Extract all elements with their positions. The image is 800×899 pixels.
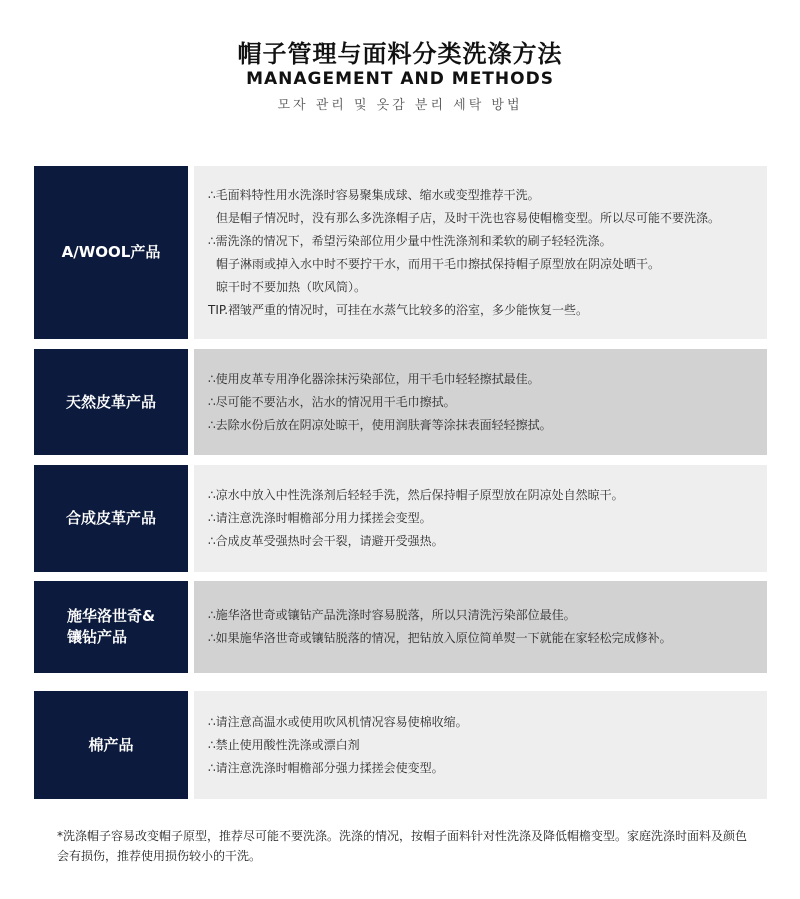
care-instruction: 晾干时不要加热（吹风筒）。: [216, 279, 367, 294]
section-label-text: 天然皮革产品: [65, 392, 156, 411]
care-instruction: ∴去除水份后放在阴凉处晾干，使用润肤膏等涂抹表面轻轻擦拭。: [208, 417, 552, 432]
section-label: [34, 166, 188, 339]
section-content: [194, 465, 767, 572]
care-instruction: ∴请注意高温水或使用吹风机情况容易使棉收缩。: [208, 714, 468, 729]
care-tip: TIP.褶皱严重的情况时，可挂在水蒸气比较多的浴室，多少能恢复一些。: [208, 302, 589, 317]
section-label: [34, 349, 188, 455]
page-title-zh: 帽子管理与面料分类洗涤方法: [237, 40, 563, 68]
page-title-en: MANAGEMENT AND METHODS: [246, 69, 554, 89]
section-label: [34, 465, 188, 572]
care-instruction: 帽子淋雨或掉入水中时不要拧干水，而用干毛巾擦拭保持帽子原型放在阴凉处晒干。: [216, 256, 661, 271]
care-instruction: ∴禁止使用酸性洗涤或漂白剂: [208, 737, 360, 752]
footnote: *洗涤帽子容易改变帽子原型，推荐尽可能不要洗涤。洗涤的情况，按帽子面料针对性洗涤及降低帽檐变型。家庭洗涤时面料及颜色会有损伤，推荐使用损伤较小的干洗。: [57, 829, 748, 863]
section-label-text: [67, 606, 155, 648]
care-instruction: ∴尽可能不要沾水，沾水的情况用干毛巾擦拭。: [208, 394, 456, 409]
care-instruction: ∴凉水中放入中性洗涤剂后轻轻手洗，然后保持帽子原型放在阴凉处自然晾干。: [208, 488, 624, 502]
section-label-text: A/WOOL产品: [61, 243, 161, 261]
care-instruction: ∴合成皮革受强热时会干裂，请避开受强热。: [208, 534, 444, 548]
section-label-text: 棉产品: [88, 735, 134, 754]
section-content: [194, 691, 767, 799]
section-wool: [34, 166, 767, 339]
section-label: [34, 691, 188, 799]
section-content: [194, 166, 767, 339]
care-instruction: ∴请注意洗涤时帽檐部分用力揉搓会变型。: [208, 511, 432, 525]
care-instruction: 但是帽子情况时，没有那么多洗涤帽子店，及时干洗也容易使帽檐变型。所以尽可能不要洗涤。: [216, 210, 721, 225]
care-instruction: ∴请注意洗涤时帽檐部分强力揉搓会使变型。: [208, 760, 444, 775]
section-label: [34, 581, 188, 673]
care-instruction: ∴使用皮革专用净化器涂抹污染部位，用干毛巾轻轻擦拭最佳。: [208, 371, 540, 386]
section-cotton: [34, 691, 767, 799]
section-label-text: 合成皮革产品: [65, 509, 156, 527]
care-instruction: ∴施华洛世奇或镶钻产品洗涤时容易脱落，所以只清洗污染部位最佳。: [208, 608, 576, 622]
section-synthetic-leather: [34, 465, 767, 572]
care-instruction: ∴如果施华洛世奇或镶钻脱落的情况，把钻放入原位简单熨一下就能在家轻松完成修补。: [208, 631, 672, 645]
section-content: [194, 581, 767, 673]
section-natural-leather: [34, 349, 767, 455]
section-swarovski: [34, 581, 767, 673]
section-content: [194, 349, 767, 455]
section-label-line: 镶钻产品: [66, 628, 127, 646]
section-label-line: 施华洛世奇&: [66, 607, 156, 625]
care-instruction: ∴毛面料特性用水洗涤时容易聚集成球、缩水或变型推荐干洗。: [208, 187, 540, 202]
care-instruction: ∴需洗涤的情况下，希望污染部位用少量中性洗涤剂和柔软的刷子轻轻洗涤。: [208, 233, 612, 248]
page-title-ko: 모자 관리 및 옷감 분리 세탁 방법: [277, 98, 523, 113]
